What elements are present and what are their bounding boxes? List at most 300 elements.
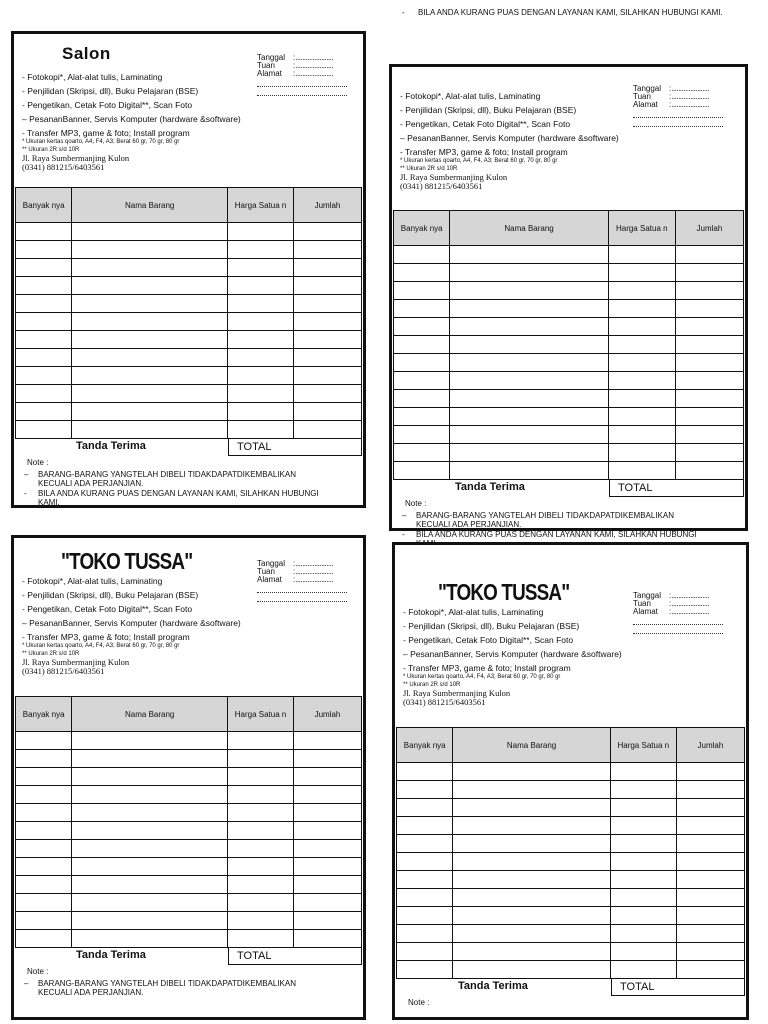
table-header-row: [397, 728, 745, 763]
table-cell[interactable]: [294, 223, 362, 241]
field-sep: :: [669, 591, 672, 600]
table-cell[interactable]: [394, 390, 450, 408]
table-cell[interactable]: [16, 385, 72, 403]
table-cell[interactable]: [675, 264, 743, 282]
table-cell[interactable]: [394, 462, 450, 480]
table-cell[interactable]: [294, 858, 362, 876]
table-cell[interactable]: [453, 943, 610, 961]
table-cell[interactable]: [675, 444, 743, 462]
table-row: [394, 408, 744, 426]
table-cell[interactable]: [610, 943, 676, 961]
table-cell[interactable]: [450, 282, 608, 300]
table-cell[interactable]: [397, 817, 453, 835]
table-cell[interactable]: [72, 223, 228, 241]
table-cell[interactable]: [610, 853, 676, 871]
table-cell[interactable]: [16, 804, 72, 822]
table-cell[interactable]: [72, 403, 228, 421]
table-cell[interactable]: [453, 835, 610, 853]
table-cell[interactable]: [394, 354, 450, 372]
header-fields: [633, 85, 723, 127]
table-cell[interactable]: [72, 259, 228, 277]
table-cell[interactable]: [72, 732, 228, 750]
table-cell[interactable]: [228, 277, 294, 295]
table-row: [397, 763, 745, 781]
table-cell[interactable]: [72, 822, 228, 840]
table-cell[interactable]: [608, 336, 675, 354]
table-row: [394, 264, 744, 282]
table-cell[interactable]: [675, 282, 743, 300]
table-cell[interactable]: [450, 372, 608, 390]
table-cell[interactable]: [453, 871, 610, 889]
table-cell[interactable]: [228, 367, 294, 385]
tanda-terima-label: Tanda Terima: [458, 980, 528, 992]
table-cell[interactable]: [610, 871, 676, 889]
table-row: [394, 300, 744, 318]
address-blank-line[interactable]: [257, 87, 347, 96]
service-item: - Pengetikan, Cetak Foto Digital**, Scan Foto: [22, 604, 193, 614]
table-cell[interactable]: [397, 961, 453, 979]
table-cell[interactable]: [675, 336, 743, 354]
table-cell[interactable]: [294, 930, 362, 948]
table-cell[interactable]: [294, 732, 362, 750]
table-cell[interactable]: [72, 385, 228, 403]
field-dots[interactable]: ......................: [295, 559, 334, 568]
table-row: [16, 259, 362, 277]
table-cell[interactable]: [610, 961, 676, 979]
table-cell[interactable]: [394, 408, 450, 426]
field-dots[interactable]: ......................: [671, 92, 710, 101]
table-header-row: [16, 697, 362, 732]
table-cell[interactable]: [394, 282, 450, 300]
table-cell[interactable]: [16, 822, 72, 840]
service-item: ** Ukuran 2R s/d 10R: [22, 147, 80, 153]
table-cell[interactable]: [16, 313, 72, 331]
table-row: [394, 282, 744, 300]
table-cell[interactable]: [294, 894, 362, 912]
table-cell[interactable]: [450, 444, 608, 462]
table-cell[interactable]: [394, 426, 450, 444]
table-cell[interactable]: [450, 462, 608, 480]
table-cell[interactable]: [610, 889, 676, 907]
table-cell[interactable]: [608, 282, 675, 300]
table-cell[interactable]: [294, 768, 362, 786]
table-cell[interactable]: [228, 768, 294, 786]
service-item: ** Ukuran 2R s/d 10R: [400, 166, 458, 172]
table-cell[interactable]: [294, 876, 362, 894]
table-cell[interactable]: [675, 390, 743, 408]
table-cell[interactable]: [394, 318, 450, 336]
table-cell[interactable]: [676, 925, 744, 943]
table-cell[interactable]: [397, 781, 453, 799]
table-cell[interactable]: [72, 930, 228, 948]
col-qty-header: Banyak nya: [397, 728, 453, 763]
table-cell[interactable]: [397, 943, 453, 961]
table-cell[interactable]: [676, 853, 744, 871]
table-row: [394, 336, 744, 354]
table-cell[interactable]: [450, 390, 608, 408]
table-cell[interactable]: [72, 750, 228, 768]
table-cell[interactable]: [72, 804, 228, 822]
table-cell[interactable]: [610, 763, 676, 781]
total-box: TOTAL: [228, 438, 362, 456]
table-cell[interactable]: [453, 763, 610, 781]
col-name-header: Nama Barang: [72, 697, 228, 732]
services-list: [400, 91, 619, 191]
table-row: [394, 426, 744, 444]
col-total-header: Jumlah: [675, 211, 743, 246]
table-cell[interactable]: [294, 385, 362, 403]
table-row: [16, 313, 362, 331]
table-cell[interactable]: [294, 804, 362, 822]
total-box: TOTAL: [611, 978, 745, 996]
table-cell[interactable]: [676, 763, 744, 781]
table-cell[interactable]: [394, 372, 450, 390]
table-cell[interactable]: [397, 889, 453, 907]
table-row: [397, 943, 745, 961]
table-cell[interactable]: [228, 858, 294, 876]
field-dots[interactable]: ......................: [295, 575, 334, 584]
note-label: Note :: [405, 499, 427, 508]
table-row: [397, 907, 745, 925]
table-cell[interactable]: [675, 300, 743, 318]
table-row: [394, 462, 744, 480]
receipt-toko-right: [392, 542, 749, 1020]
address-blank-line[interactable]: [257, 593, 347, 602]
table-cell[interactable]: [676, 799, 744, 817]
table-cell[interactable]: [72, 367, 228, 385]
table-row: [16, 894, 362, 912]
table-cell[interactable]: [676, 889, 744, 907]
table-cell[interactable]: [608, 300, 675, 318]
address-phone: (0341) 881215/6403561: [403, 697, 486, 707]
table-cell[interactable]: [16, 840, 72, 858]
total-box: TOTAL: [609, 479, 744, 497]
table-cell[interactable]: [294, 313, 362, 331]
field-dots[interactable]: ......................: [671, 100, 710, 109]
table-cell[interactable]: [610, 925, 676, 943]
service-item: – PesananBanner, Servis Komputer (hardware &software): [22, 114, 241, 124]
table-cell[interactable]: [450, 300, 608, 318]
table-cell[interactable]: [228, 385, 294, 403]
table-cell[interactable]: [72, 421, 228, 439]
table-cell[interactable]: [294, 912, 362, 930]
table-cell[interactable]: [676, 871, 744, 889]
field-dots[interactable]: ......................: [295, 567, 334, 576]
table-cell[interactable]: [228, 223, 294, 241]
table-cell[interactable]: [72, 295, 228, 313]
table-row: [394, 246, 744, 264]
field-label: Tanggal: [633, 591, 662, 600]
table-cell[interactable]: [16, 277, 72, 295]
table-cell[interactable]: [450, 264, 608, 282]
table-cell[interactable]: [608, 246, 675, 264]
table-cell[interactable]: [16, 930, 72, 948]
table-row: [397, 961, 745, 979]
table-cell[interactable]: [16, 858, 72, 876]
receipt-title: "TOKO TUSSA": [438, 579, 570, 605]
address-blank-line[interactable]: [257, 584, 347, 593]
field-sep: :: [669, 84, 672, 93]
table-cell[interactable]: [394, 444, 450, 462]
notes-list: [24, 470, 319, 508]
service-item: * Ukuran kertas qoarto, A4, F4, A3; Berat 60 gr, 70 gr, 80 gr: [22, 139, 180, 145]
table-cell[interactable]: [397, 925, 453, 943]
table-cell[interactable]: [608, 408, 675, 426]
table-cell[interactable]: [397, 835, 453, 853]
table-cell[interactable]: [228, 804, 294, 822]
table-cell[interactable]: [228, 295, 294, 313]
table-cell[interactable]: [294, 403, 362, 421]
field-sep: :: [293, 567, 296, 576]
table-cell[interactable]: [453, 907, 610, 925]
table-cell[interactable]: [72, 912, 228, 930]
items-table: [15, 696, 362, 948]
table-row: [397, 925, 745, 943]
table-cell[interactable]: [16, 421, 72, 439]
note-dash: –: [24, 470, 29, 479]
field-alamat: [633, 101, 723, 109]
table-cell[interactable]: [394, 336, 450, 354]
tanda-terima-label: Tanda Terima: [455, 481, 525, 493]
table-cell[interactable]: [16, 786, 72, 804]
table-cell[interactable]: [72, 894, 228, 912]
table-cell[interactable]: [294, 840, 362, 858]
table-cell[interactable]: [453, 817, 610, 835]
table-cell[interactable]: [16, 876, 72, 894]
service-item: * Ukuran kertas qoarto, A4, F4, A3; Berat 60 gr, 70 gr, 80 gr: [400, 158, 558, 164]
field-sep: :: [669, 100, 672, 109]
note-text: BARANG-BARANG YANGTELAH DIBELI TIDAKDAPATDIKEMBALIKAN KECUALI ADA PERJANJIAN.: [38, 979, 296, 997]
table-cell[interactable]: [16, 241, 72, 259]
table-cell[interactable]: [16, 295, 72, 313]
table-cell[interactable]: [676, 817, 744, 835]
table-cell[interactable]: [450, 408, 608, 426]
table-cell[interactable]: [450, 336, 608, 354]
table-cell[interactable]: [294, 421, 362, 439]
table-cell[interactable]: [294, 349, 362, 367]
items-table: [396, 727, 745, 979]
field-alamat: [257, 70, 347, 78]
table-cell[interactable]: [72, 858, 228, 876]
table-cell[interactable]: [16, 912, 72, 930]
table-row: [16, 876, 362, 894]
note-label: Note :: [408, 998, 430, 1007]
field-dots[interactable]: ......................: [671, 84, 710, 93]
table-cell[interactable]: [228, 241, 294, 259]
note-label: Note :: [27, 458, 49, 467]
table-cell[interactable]: [676, 835, 744, 853]
col-qty-header: Banyak nya: [394, 211, 450, 246]
field-label: Alamat: [633, 607, 658, 616]
table-row: [397, 781, 745, 799]
services-list: [22, 576, 241, 676]
table-cell[interactable]: [72, 840, 228, 858]
table-cell[interactable]: [608, 372, 675, 390]
address-blank-line[interactable]: [257, 78, 347, 87]
table-cell[interactable]: [228, 331, 294, 349]
table-cell[interactable]: [228, 930, 294, 948]
notes-list: [24, 979, 319, 998]
table-row: [16, 768, 362, 786]
table-row: [16, 840, 362, 858]
field-label: Tuan: [633, 599, 651, 608]
table-cell[interactable]: [453, 799, 610, 817]
note-text: BILA ANDA KURANG PUAS DENGAN LAYANAN KAMI, SILAHKAN HUBUNGI: [416, 530, 697, 539]
service-item: – PesananBanner, Servis Komputer (hardware &software): [403, 649, 622, 659]
table-cell[interactable]: [294, 750, 362, 768]
table-cell[interactable]: [16, 367, 72, 385]
table-cell[interactable]: [394, 264, 450, 282]
table-cell[interactable]: [450, 426, 608, 444]
table-cell[interactable]: [228, 912, 294, 930]
field-label: Tanggal: [257, 559, 286, 568]
table-cell[interactable]: [676, 907, 744, 925]
table-cell[interactable]: [608, 444, 675, 462]
table-cell[interactable]: [450, 318, 608, 336]
table-cell[interactable]: [608, 264, 675, 282]
table-cell[interactable]: [228, 822, 294, 840]
address-blank-line[interactable]: [633, 109, 723, 118]
table-cell[interactable]: [397, 907, 453, 925]
address-blank-line[interactable]: [633, 625, 723, 634]
table-cell[interactable]: [675, 318, 743, 336]
table-cell[interactable]: [397, 799, 453, 817]
table-cell[interactable]: [675, 354, 743, 372]
table-cell[interactable]: [72, 241, 228, 259]
table-cell[interactable]: [228, 786, 294, 804]
field-sep: :: [669, 92, 672, 101]
table-cell[interactable]: [610, 907, 676, 925]
table-cell[interactable]: [394, 246, 450, 264]
field-dots[interactable]: ......................: [295, 61, 334, 70]
table-cell[interactable]: [608, 462, 675, 480]
address-blank-line[interactable]: [633, 616, 723, 625]
table-cell[interactable]: [228, 840, 294, 858]
table-row: [16, 349, 362, 367]
field-dots[interactable]: ......................: [671, 599, 710, 608]
table-row: [16, 241, 362, 259]
table-cell[interactable]: [610, 835, 676, 853]
table-row: [397, 889, 745, 907]
table-cell[interactable]: [610, 781, 676, 799]
note-text: BILA ANDA KURANG PUAS DENGAN LAYANAN KAMI, SILAHKAN HUBUNGI KAMI.: [418, 8, 723, 17]
table-row: [397, 799, 745, 817]
table-cell[interactable]: [675, 372, 743, 390]
table-row: [16, 367, 362, 385]
receipt-right-top: [389, 64, 748, 539]
table-cell[interactable]: [294, 277, 362, 295]
table-cell[interactable]: [676, 943, 744, 961]
table-cell[interactable]: [228, 732, 294, 750]
table-cell[interactable]: [608, 318, 675, 336]
table-cell[interactable]: [397, 853, 453, 871]
table-cell[interactable]: [610, 817, 676, 835]
table-cell[interactable]: [675, 426, 743, 444]
table-cell[interactable]: [610, 799, 676, 817]
table-cell[interactable]: [16, 223, 72, 241]
table-cell[interactable]: [16, 768, 72, 786]
table-cell[interactable]: [608, 354, 675, 372]
table-cell[interactable]: [228, 313, 294, 331]
service-item: * Ukuran kertas qoarto, A4, F4, A3; Berat 60 gr, 70 gr, 80 gr: [22, 643, 180, 649]
table-row: [16, 912, 362, 930]
field-dots[interactable]: ......................: [295, 53, 334, 62]
table-cell[interactable]: [608, 426, 675, 444]
table-cell[interactable]: [676, 781, 744, 799]
address-street: Jl. Raya Sumbermanjing Kulon: [22, 657, 130, 667]
table-cell[interactable]: [72, 786, 228, 804]
field-dots[interactable]: ......................: [671, 607, 710, 616]
table-cell[interactable]: [675, 408, 743, 426]
table-cell[interactable]: [72, 331, 228, 349]
table-cell[interactable]: [72, 313, 228, 331]
table-cell[interactable]: [16, 894, 72, 912]
table-cell[interactable]: [294, 367, 362, 385]
table-cell[interactable]: [453, 889, 610, 907]
table-cell[interactable]: [16, 732, 72, 750]
table-cell[interactable]: [675, 462, 743, 480]
address-street: Jl. Raya Sumbermanjing Kulon: [403, 688, 511, 698]
header-fields: [257, 560, 347, 602]
table-cell[interactable]: [16, 750, 72, 768]
table-cell[interactable]: [453, 853, 610, 871]
table-cell[interactable]: [228, 421, 294, 439]
table-cell[interactable]: [676, 961, 744, 979]
table-cell[interactable]: [16, 331, 72, 349]
table-cell[interactable]: [72, 876, 228, 894]
col-name-header: Nama Barang: [453, 728, 610, 763]
table-cell[interactable]: [453, 781, 610, 799]
service-item: - Penjilidan (Skripsi, dll), Buku Pelajaran (BSE): [22, 86, 199, 96]
receipt-salon: [11, 31, 366, 508]
table-cell[interactable]: [394, 300, 450, 318]
table-cell[interactable]: [453, 961, 610, 979]
table-cell[interactable]: [294, 295, 362, 313]
table-cell[interactable]: [294, 822, 362, 840]
table-cell[interactable]: [228, 403, 294, 421]
table-cell[interactable]: [228, 894, 294, 912]
table-cell[interactable]: [294, 259, 362, 277]
table-cell[interactable]: [228, 349, 294, 367]
table-cell[interactable]: [608, 390, 675, 408]
table-cell[interactable]: [675, 246, 743, 264]
field-dots[interactable]: ......................: [671, 591, 710, 600]
table-cell[interactable]: [453, 925, 610, 943]
table-cell[interactable]: [16, 403, 72, 421]
table-cell[interactable]: [16, 259, 72, 277]
table-cell[interactable]: [72, 349, 228, 367]
table-cell[interactable]: [72, 768, 228, 786]
table-cell[interactable]: [72, 277, 228, 295]
table-cell[interactable]: [16, 349, 72, 367]
table-cell[interactable]: [294, 241, 362, 259]
table-cell[interactable]: [397, 763, 453, 781]
address-blank-line[interactable]: [633, 118, 723, 127]
table-cell[interactable]: [228, 259, 294, 277]
table-cell[interactable]: [450, 354, 608, 372]
table-cell[interactable]: [450, 246, 608, 264]
table-cell[interactable]: [294, 331, 362, 349]
table-cell[interactable]: [294, 786, 362, 804]
table-cell[interactable]: [228, 750, 294, 768]
table-cell[interactable]: [397, 871, 453, 889]
table-row: [394, 372, 744, 390]
note-dash: -: [402, 8, 405, 17]
field-dots[interactable]: ......................: [295, 69, 334, 78]
col-name-header: Nama Barang: [72, 188, 228, 223]
table-cell[interactable]: [228, 876, 294, 894]
service-item: - Pengetikan, Cetak Foto Digital**, Scan Foto: [22, 100, 193, 110]
